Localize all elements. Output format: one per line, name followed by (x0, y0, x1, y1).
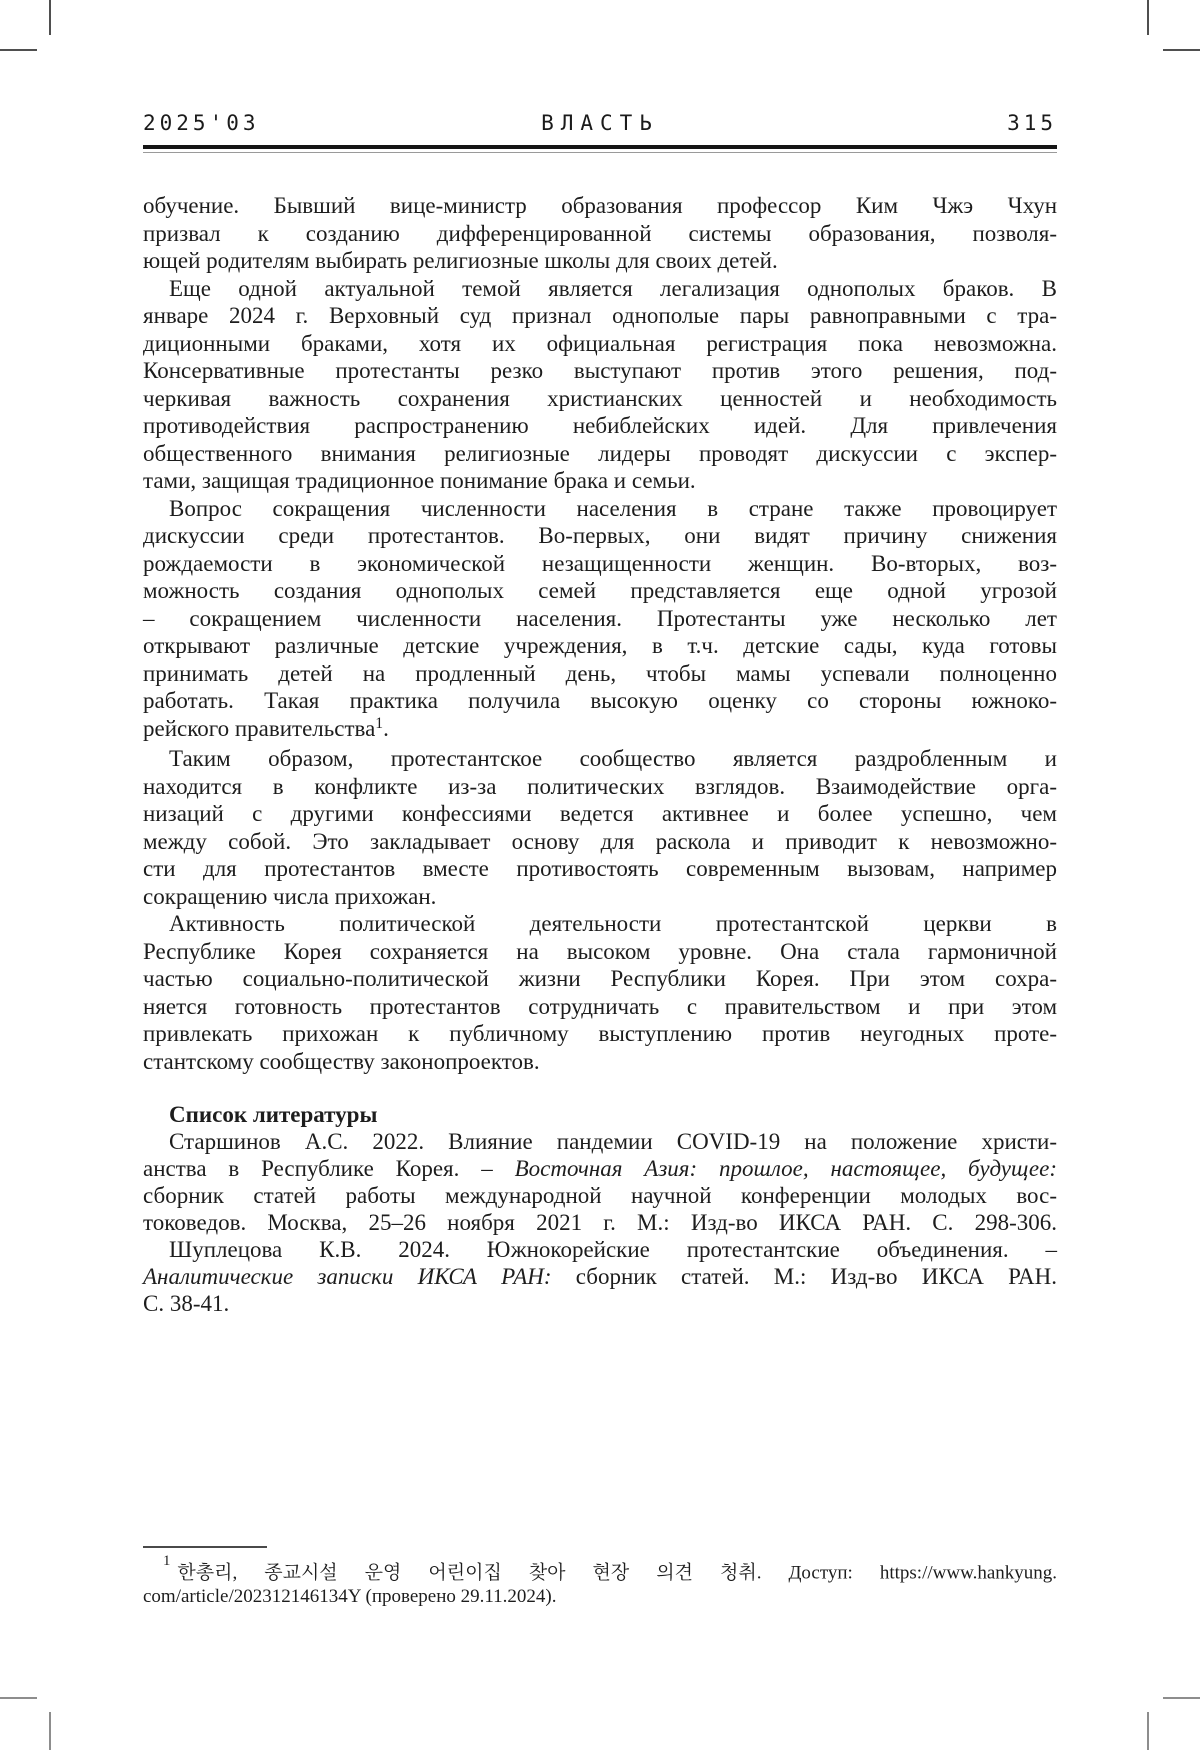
source-title-italic: Аналитические записки ИКСА РАН: (143, 1264, 552, 1289)
crop-mark-bottom-left-vertical (49, 1712, 51, 1750)
paragraph-3 (143, 495, 1057, 746)
crop-mark-bottom-right-horizontal (1163, 1697, 1200, 1699)
text-line: низаций с другими конфессиями ведется активнее и более успешно, чем (143, 801, 1057, 826)
footnote-reference: 1 (375, 715, 384, 733)
footnote-text: 한총리, 종교시설 운영 어린이집 찾아 현장 의견 청취. Доступ: https://www.hankyung. (177, 1562, 1057, 1584)
footnote-line: com/article/202312146134Y (проверено 29.11.2024). (143, 1585, 557, 1607)
text-line: между собой. Это закладывает основу для раскола и приводит к невозможно- (143, 828, 1057, 854)
crop-mark-top-right-vertical (1147, 0, 1149, 35)
text-line: принимать детей на продленный день, чтобы мамы успевали полноценно (143, 660, 1057, 686)
bibliography-heading: Список литературы (169, 1102, 378, 1127)
text-line: няется готовность протестантов сотрудничать с правительством и при этом (143, 993, 1057, 1019)
paragraph-2 (143, 275, 1057, 495)
text-line: сти для протестантов вместе противостоять современным вызовам, например (143, 856, 1057, 881)
text-line: Вопрос сокращения численности населения в стране также провоцирует (169, 495, 1057, 521)
crop-mark-top-left-horizontal (0, 49, 37, 51)
text-line: призвал к созданию дифференцированной системы образования, позволя- (143, 220, 1057, 246)
text-line: Активность политической деятельности протестантской церкви в (169, 911, 1057, 936)
text-line: С. 38-41. (143, 1291, 230, 1316)
text-line: рождаемости в экономической незащищенности женщин. Во-вторых, воз- (143, 550, 1057, 576)
text-segment: рейского правительства (143, 715, 376, 741)
text-line: работать. Такая практика получила высокую оценку со стороны южноко- (143, 688, 1057, 713)
text-line: открывают различные детские учреждения, в т.ч. детские сады, куда готовы (143, 633, 1057, 658)
text-line: Республике Корея сохраняется на высоком уровне. Она стала гармоничной (143, 938, 1057, 964)
issue-label: 2025'03 (143, 111, 260, 135)
footnote (143, 1553, 1057, 1608)
text-line: обучение. Бывший вице-министр образования профессор Ким Чжэ Чхун (143, 193, 1057, 218)
text-line: частью социально-политической жизни Республики Корея. При этом сохра- (143, 966, 1057, 991)
paragraph-1 (143, 192, 1057, 275)
footnote-rule (143, 1546, 267, 1548)
text-line: противодействия распространению небиблейских идей. Для привлечения (143, 413, 1057, 438)
crop-mark-bottom-right-vertical (1147, 1712, 1149, 1750)
crop-mark-top-right-horizontal (1163, 49, 1200, 51)
text-line: Еще одной актуальной темой является легализация однополых браков. В (169, 275, 1057, 301)
text-line: токоведов. Москва, 25–26 ноября 2021 г. М.: Изд-во ИКСА РАН. С. 298-306. (143, 1210, 1057, 1235)
text-line: Консервативные протестанты резко выступают против этого решения, под- (143, 358, 1057, 383)
footnote-number: 1 (163, 1553, 171, 1570)
article-body (143, 192, 1057, 1075)
text-line: Старшинов А.С. 2022. Влияние пандемии COVID-19 на положение христи- (169, 1129, 1057, 1154)
bibliography-section (143, 1101, 1057, 1317)
text-line: дискуссии среди протестантов. Во-первых, они видят причину снижения (143, 523, 1057, 548)
text-line: стантскому сообществу законопроектов. (143, 1048, 540, 1074)
header-rule-thin (143, 152, 1057, 153)
text-line: можность создания однополых семей представляется еще одной угрозой (143, 578, 1057, 603)
text-line: Таким образом, протестантское сообщество является раздробленным и (169, 746, 1057, 771)
text-line: тами, защищая традиционное понимание брака и семьи. (143, 468, 696, 493)
bibliography-entry-1 (143, 1128, 1057, 1236)
crop-mark-top-left-vertical (49, 0, 51, 35)
text-segment: . (383, 715, 389, 741)
text-line: общественного внимания религиозные лидеры проводят дискуссии с экспер- (143, 440, 1057, 466)
text-line: ющей родителям выбирать религиозные школы для своих детей. (143, 248, 778, 273)
text-line: диционными браками, хотя их официальная регистрация пока невозможна. (143, 330, 1057, 356)
text-line: черкивая важность сохранения христианских ценностей и необходимость (143, 385, 1057, 411)
text-line: сборник статей работы международной научной конференции молодых вос- (143, 1183, 1057, 1208)
paragraph-4 (143, 745, 1057, 910)
text-line (143, 1155, 1057, 1182)
text-line: – сокращением численности населения. Протестанты уже несколько лет (143, 605, 1057, 631)
footnote-line (143, 1553, 1057, 1585)
crop-mark-bottom-left-horizontal (0, 1697, 37, 1699)
journal-title: ВЛАСТЬ (541, 111, 659, 135)
text-line: привлекать прихожан к публичному выступлению против неугодных проте- (143, 1021, 1057, 1046)
header-rule-thick (143, 145, 1057, 149)
text-segment: сборник статей. М.: Изд-во ИКСА РАН. (551, 1264, 1057, 1289)
page-number: 315 (1007, 111, 1057, 135)
text-line: Шуплецова К.В. 2024. Южнокорейские протестантские объединения. – (169, 1237, 1057, 1262)
bibliography-entry-2 (143, 1236, 1057, 1317)
text-line: сокращению числа прихожан. (143, 883, 437, 909)
text-line (143, 1263, 1057, 1290)
text-line (143, 715, 1057, 746)
source-title-italic: Восточная Азия: прошлое, настоящее, будущее: (514, 1156, 1058, 1181)
paragraph-5 (143, 910, 1057, 1075)
text-segment: анства в Республике Корея. – (143, 1156, 515, 1181)
text-line: январе 2024 г. Верховный суд признал однополые пары равноправными с тра- (143, 303, 1057, 328)
text-line: находится в конфликте из-за политических взглядов. Взаимодействие орга- (143, 773, 1057, 799)
